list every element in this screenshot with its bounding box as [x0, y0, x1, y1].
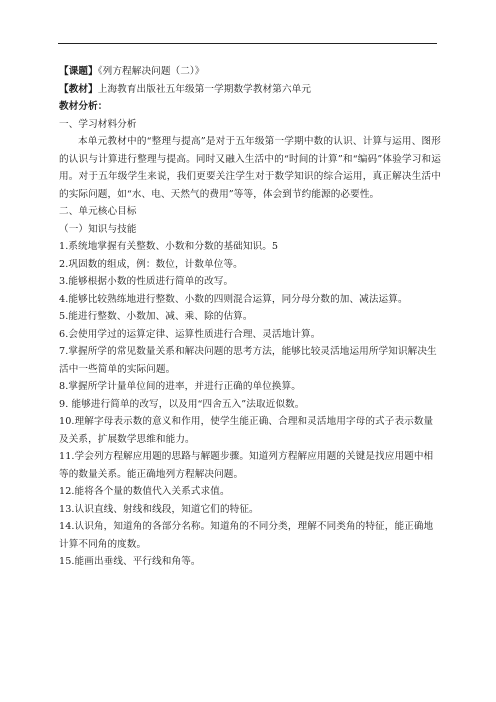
topic-line	[59, 63, 441, 81]
section2-subheading: （一）知识与技能	[59, 223, 137, 235]
textbook-value: 上海教育出版社五年级第一学期数学教材第六单元	[97, 83, 312, 95]
section1-heading: 一、学习材料分析	[59, 118, 137, 130]
textbook-label: 【教材】	[59, 83, 98, 95]
analysis-heading: 教材分析：	[59, 101, 108, 112]
goal-item: 1.系统地掌握有关整数、小数和分数的基础知识。5	[59, 241, 279, 252]
goal-item: 12.能将各个量的数值代入关系式求值。	[59, 486, 230, 497]
goal-item: 6.会使用学过的运算定律、运算性质进行合理、灵活地计算。	[59, 328, 321, 340]
header-rule	[58, 43, 437, 44]
goal-item: 14.认识角，知道角的各部分名称。知道角的不同分类，理解不同类角的特征，能正确地计算不同角的度数。	[59, 521, 434, 550]
section2-heading: 二、单元核心目标	[59, 206, 137, 217]
goal-item: 10.理解字母表示数的意义和作用，使学生能正确、合理和灵活地用字母的式子表示数量及关系，扩展数学思维和能力。	[59, 416, 434, 445]
goal-item: 2.巩固数的组成，例：数位，计数单位等。	[59, 258, 243, 270]
topic-label: 【课题】	[59, 66, 98, 77]
goal-item: 5.能进行整数、小数加、减、乘、除的估算。	[59, 311, 253, 322]
topic-value: 《列方程解决问题（二）》	[97, 66, 205, 77]
section1-paragraph: 本单元教材中的“整理与提高”是对于五年级第一学期中数的认识、计算与运用、图形的认识与计算进行整理与提高。同时又融入生活中的“时间的计算”和“编码”体验学习和运用。对于五年级学生来说，我们更要关注学生对于数学知识的综合运用，真正解决生活中的实际问题，如“水、电、天然气的费用”等等，体会到节约能源的必要性。	[59, 136, 441, 200]
goal-item: 7.掌握所学的常见数量关系和解决问题的思考方法，能够比较灵活地运用所学知识解决生活中一些简单的实际问题。	[59, 346, 437, 375]
goal-item: 11.学会列方程解应用题的思路与解题步骤。知道列方程解应用题的关键是找应用题中相等的数量关系。能正确地列方程解决问题。	[59, 451, 434, 480]
textbook-line	[59, 81, 441, 99]
goal-item: 8.掌握所学计量单位间的进率，并进行正确的单位换算。	[59, 381, 302, 392]
document-body	[59, 63, 441, 571]
goal-item: 13.认识直线、射线和线段，知道它们的特征。	[59, 503, 259, 515]
goal-item: 9. 能够进行简单的改写，以及用“四舍五入”法取近似数。	[59, 398, 305, 410]
goal-item: 4.能够比较熟练地进行整数、小数的四则混合运算，同分母分数的加、减法运算。	[59, 293, 408, 305]
goal-item: 15.能画出垂线、平行线和角等。	[59, 556, 201, 567]
goal-item: 3.能够根据小数的性质进行简单的改写。	[59, 276, 234, 287]
